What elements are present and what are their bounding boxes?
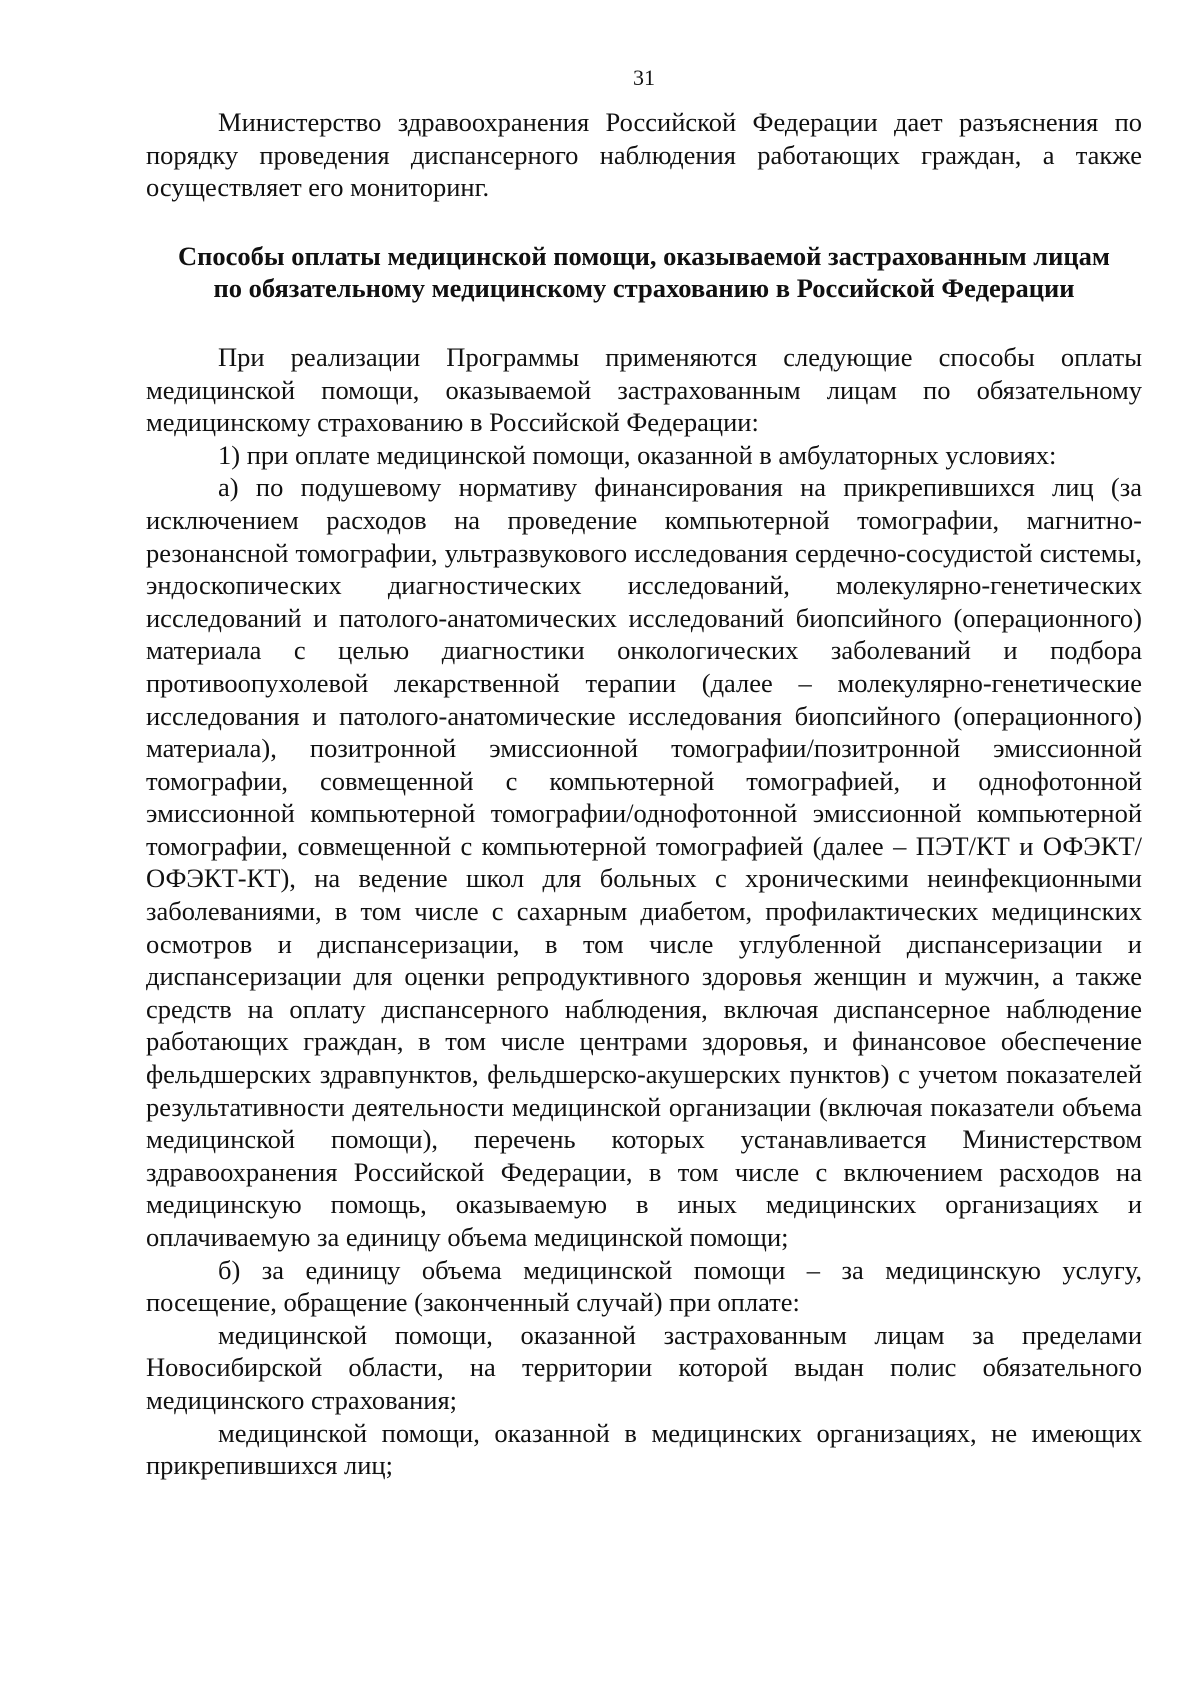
paragraph-payment-methods: При реализации Программы применяются следующие способы оплаты медицинской помощи, оказываемой застрахованным лицам по обязательному медицинскому страхованию в Российской Федерации: <box>146 341 1142 438</box>
paragraph-outside-region: медицинской помощи, оказанной застрахованным лицам за пределами Новосибирской области, на территории которой выдан полис обязательного медицинского страхования; <box>146 1319 1142 1415</box>
paragraph-item-1b: б) за единицу объема медицинской помощи – за медицинскую услугу, посещение, обращение (законченный случай) при оплате: <box>146 1254 1142 1318</box>
page-number: 31 <box>633 65 655 90</box>
paragraph-item-1a: а) по подушевому нормативу финансирования на прикрепившихся лиц (за исключением расходов на проведение компьютерной томографии, магнитно-резонансной томографии, ультразвукового исследования сердечно-сосудистой системы, эндоскопических диагностических исследований, молекулярно-генетических исследований и патолого-анатомических исследований биопсийного (операционного) материала с целью диагностики онкологических заболеваний и подбора противоопухолевой лекарственной терапии (далее – молекулярно-генетические исследования и патолого-анатомические исследования биопсийного (операционного) материала), позитронной эмиссионной томографии/позитронной эмиссионной томографии, совмещенной с компьютерной томографией, и однофотонной эмиссионной компьютерной томографии/однофотонной эмиссионной компьютерной томографии, совмещенной с компьютерной томографией (далее – ПЭТ/КТ и ОФЭКТ/ОФЭКТ-КТ), на ведение школ для больных с хроническими неинфекционными заболеваниями, в том числе с сахарным диабетом, профилактических медицинских осмотров и диспансеризации, в том числе углубленной диспансеризации и диспансеризации для оценки репродуктивного здоровья женщин и мужчин, а также средств на оплату диспансерного наблюдения, включая диспансерное наблюдение работающих граждан, в том числе центрами здоровья, и финансовое обеспечение фельдшерских здравпунктов, фельдшерско-акушерских пунктов) с учетом показателей результативности деятельности медицинской организации (включая показатели объема медицинской помощи), перечень которых устанавливается Министерством здравоохранения Российской Федерации, в том числе с включением расходов на медицинскую помощь, оказываемую в иных медицинских организациях и оплачиваемую за единицу объема медицинской помощи; <box>146 472 1142 1252</box>
intro-paragraph: Министерство здравоохранения Российской Федерации дает разъяснения по порядку проведения диспансерного наблюдения работающих граждан, а также осуществляет его мониторинг. <box>146 107 1142 203</box>
document-page <box>146 64 1142 1482</box>
section-heading-line-2: по обязательному медицинскому страхованию в Российской Федерации <box>213 273 1075 304</box>
paragraph-no-attached: медицинской помощи, оказанной в медицинских организациях, не имеющих прикрепившихся лиц; <box>146 1417 1142 1481</box>
section-heading <box>146 240 1142 305</box>
paragraph-item-1: 1) при оплате медицинской помощи, оказанной в амбулаторных условиях: <box>218 439 1057 470</box>
section-heading-line-1: Способы оплаты медицинской помощи, оказываемой застрахованным лицам <box>177 240 1110 271</box>
